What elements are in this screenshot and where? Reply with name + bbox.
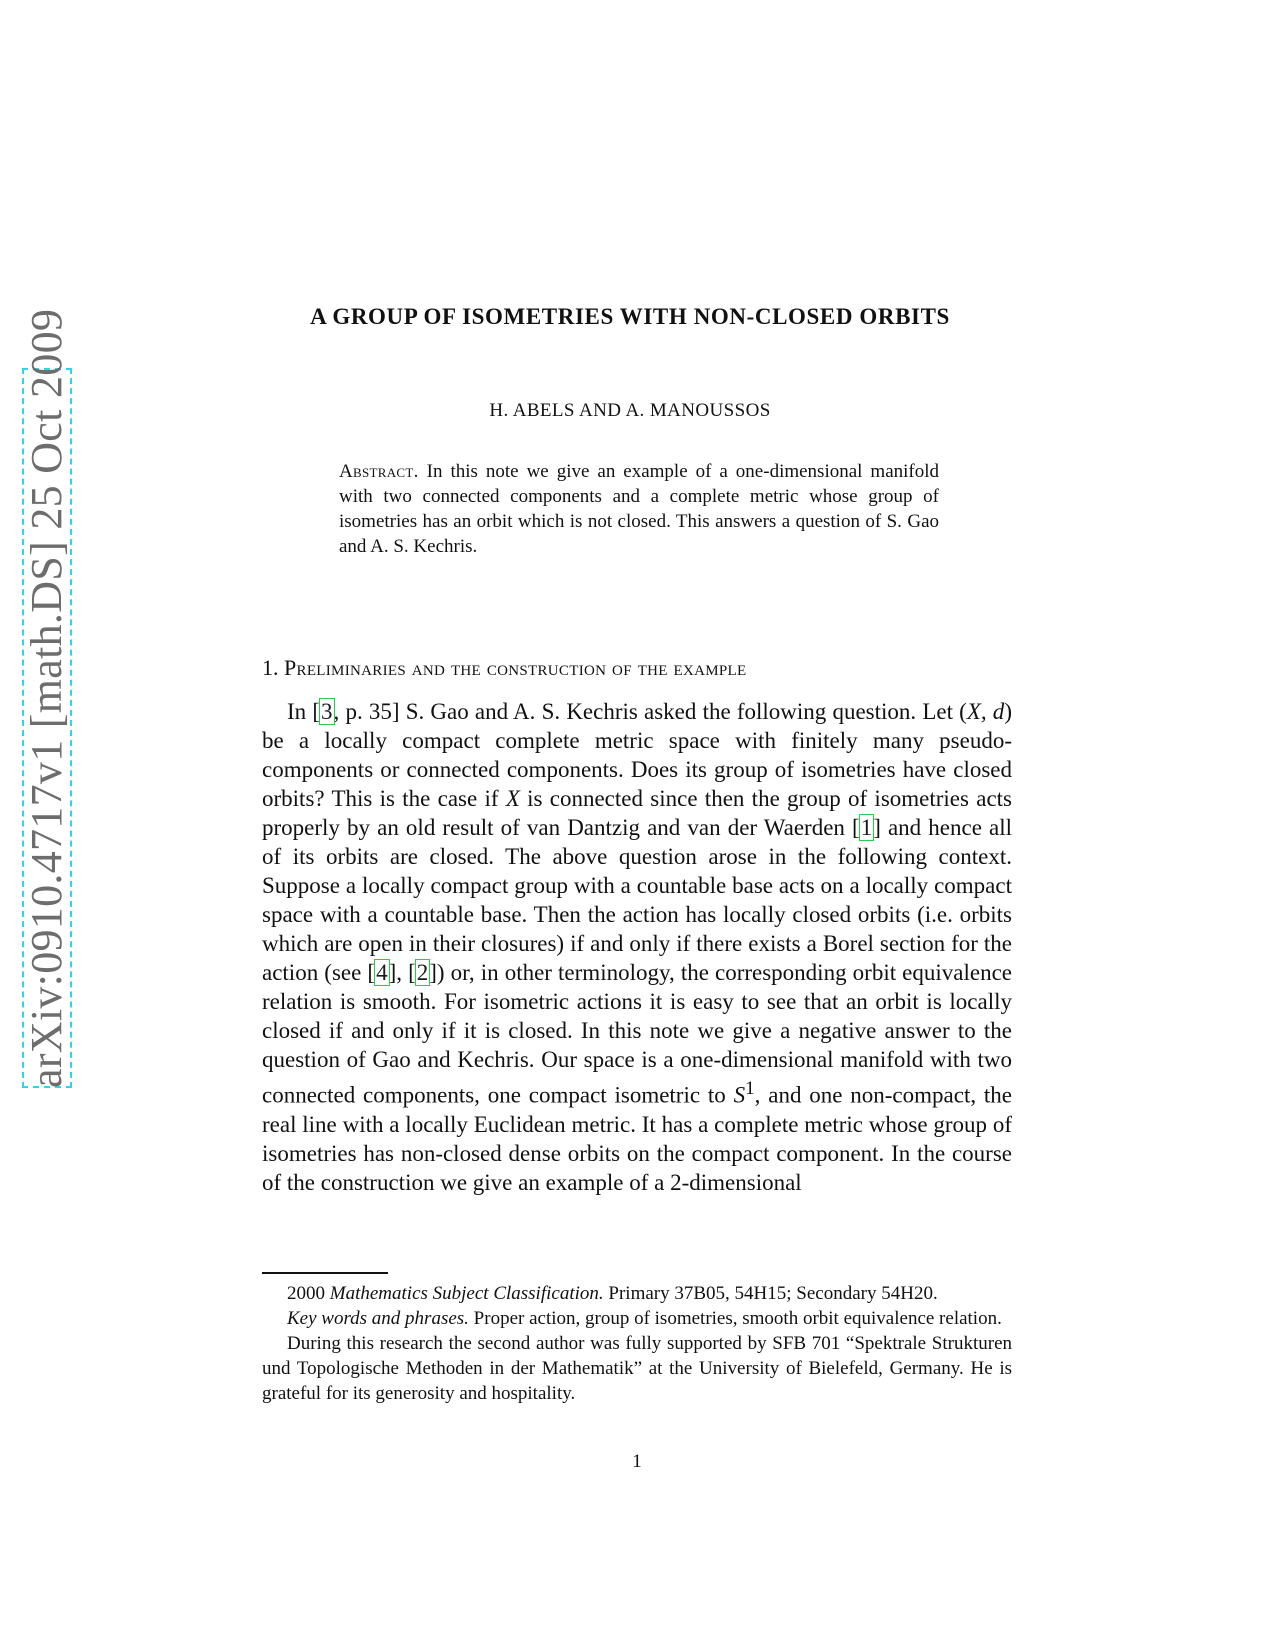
footnote-support: During this research the second author was fully supported by SFB 701 “Spektrale Strukturen und Topologische Methoden in der Mathematik” at the University of Bielefeld, Germany. He is grateful for its generosity and hospitality. [262, 1333, 1012, 1404]
abstract-label: Abstract. [339, 461, 419, 482]
body-text: and hence all of its orbits are closed. The above question arose in the following context. Suppose a locally compact group with a countable base acts on a locally compact space with a countable base. Then the action has locally closed orbits (i.e. orbits which are open in their closures) if and only if there exists a Borel section for the action (see [262, 815, 1013, 985]
body-text: , and one non-compact, the real line with a locally Euclidean metric. It has a complete metric whose group of isometries has non-closed dense orbits on the compact component. In the course of the construction we give an example of a 2-dimensional [262, 1082, 1012, 1195]
paper-authors: H. ABELS AND A. MANOUSSOS [489, 400, 771, 421]
citation-link-4[interactable]: 4 [376, 960, 388, 985]
math-sup: 1 [745, 1078, 755, 1099]
math-x: X [505, 786, 520, 811]
section-number: 1. [262, 655, 279, 680]
arxiv-stamp[interactable]: arXiv:0910.4717v1 [math.DS] 25 Oct 2009 [22, 308, 71, 1088]
body-text: , p. 35] S. Gao and A. S. Kechris asked the following question. Let ( [333, 699, 967, 724]
arxiv-stamp-box [22, 308, 72, 1088]
body-paragraph: In [3, p. 35] S. Gao and A. S. Kechris asked the following question. Let (X, d) be a locally compact complete metric space with finitely many pseudo-components or connected components. Does its group of isometries have closed orbits? This is the case if X is connected since then the group of isometries acts properly by an old result of van Dantzig and van der Waerden [1] and hence all of its orbits are closed. The above question arose in the following context. Suppose a locally compact group with a countable base acts on a locally compact space with a countable base. Then the action has locally closed orbits (i.e. orbits which are open in their closures) if and only if there exists a Borel section for the action (see [4], [2]) or, in other terminology, the corresponding orbit equivalence relation is smooth. For isometric actions it is easy to see that an orbit is locally closed if and only if it is closed. In this note we give a negative answer to the question of Gao and Kechris. Our space is a one-dimensional manifold with two connected components, one compact isometric to $S^1$, and one non-compact, the real line with a locally Euclidean metric. It has a complete metric whose group of isometries has non-closed dense orbits on the compact component. In the course of the construction we give an example of a 2-dimensional [262, 699, 1013, 1195]
footnote-rule [262, 1272, 388, 1274]
body-text: , [396, 960, 409, 985]
citation-link-2[interactable]: 2 [416, 960, 429, 985]
section-title: Preliminaries and the construction of the example [284, 655, 747, 680]
footnote-keywords: Key words and phrases. Proper action, group of isometries, smooth orbit equivalence relation. [287, 1308, 1002, 1329]
abstract-text: In this note we give an example of a one-dimensional manifold with two connected components and a complete metric whose group of isometries has an orbit which is not closed. This answers a question of S. Gao and A. S. Kechris. [339, 461, 940, 557]
body-text: In [287, 699, 313, 724]
body-text: ) or, in other terminology, the corresponding orbit equivalence relation is smooth. For isometric actions it is easy to see that an orbit is locally closed if and only if it is closed. In this note we give a negative answer to the question of Gao and Kechris. Our space is a one-dimensional manifold with two connected components, one compact isometric to [262, 960, 1012, 1108]
footnote-msc: 2000 Mathematics Subject Classification. Primary 37B05, 54H15; Secondary 54H20. [287, 1283, 938, 1304]
math-s: S [733, 1082, 746, 1108]
citation-link-1[interactable]: 1 [860, 815, 873, 840]
section-heading [262, 655, 1022, 681]
footnotes [262, 1281, 1012, 1406]
body-text: ) be a locally compact complete metric space with finitely many pseudo-components or connected components. Does its group of isometries have closed orbits? This is the case if [262, 699, 1012, 811]
body-text: is connected since then the group of isometries acts properly by an old result of van Dantzig and van der Waerden [262, 786, 1013, 840]
page-number: 1 [632, 1451, 642, 1472]
citation-link-3[interactable]: 3 [321, 699, 333, 724]
abstract [339, 459, 939, 559]
paper-title: A GROUP OF ISOMETRIES WITH NON-CLOSED ORBITS [310, 304, 950, 329]
math-xd: X, d [966, 699, 1005, 724]
